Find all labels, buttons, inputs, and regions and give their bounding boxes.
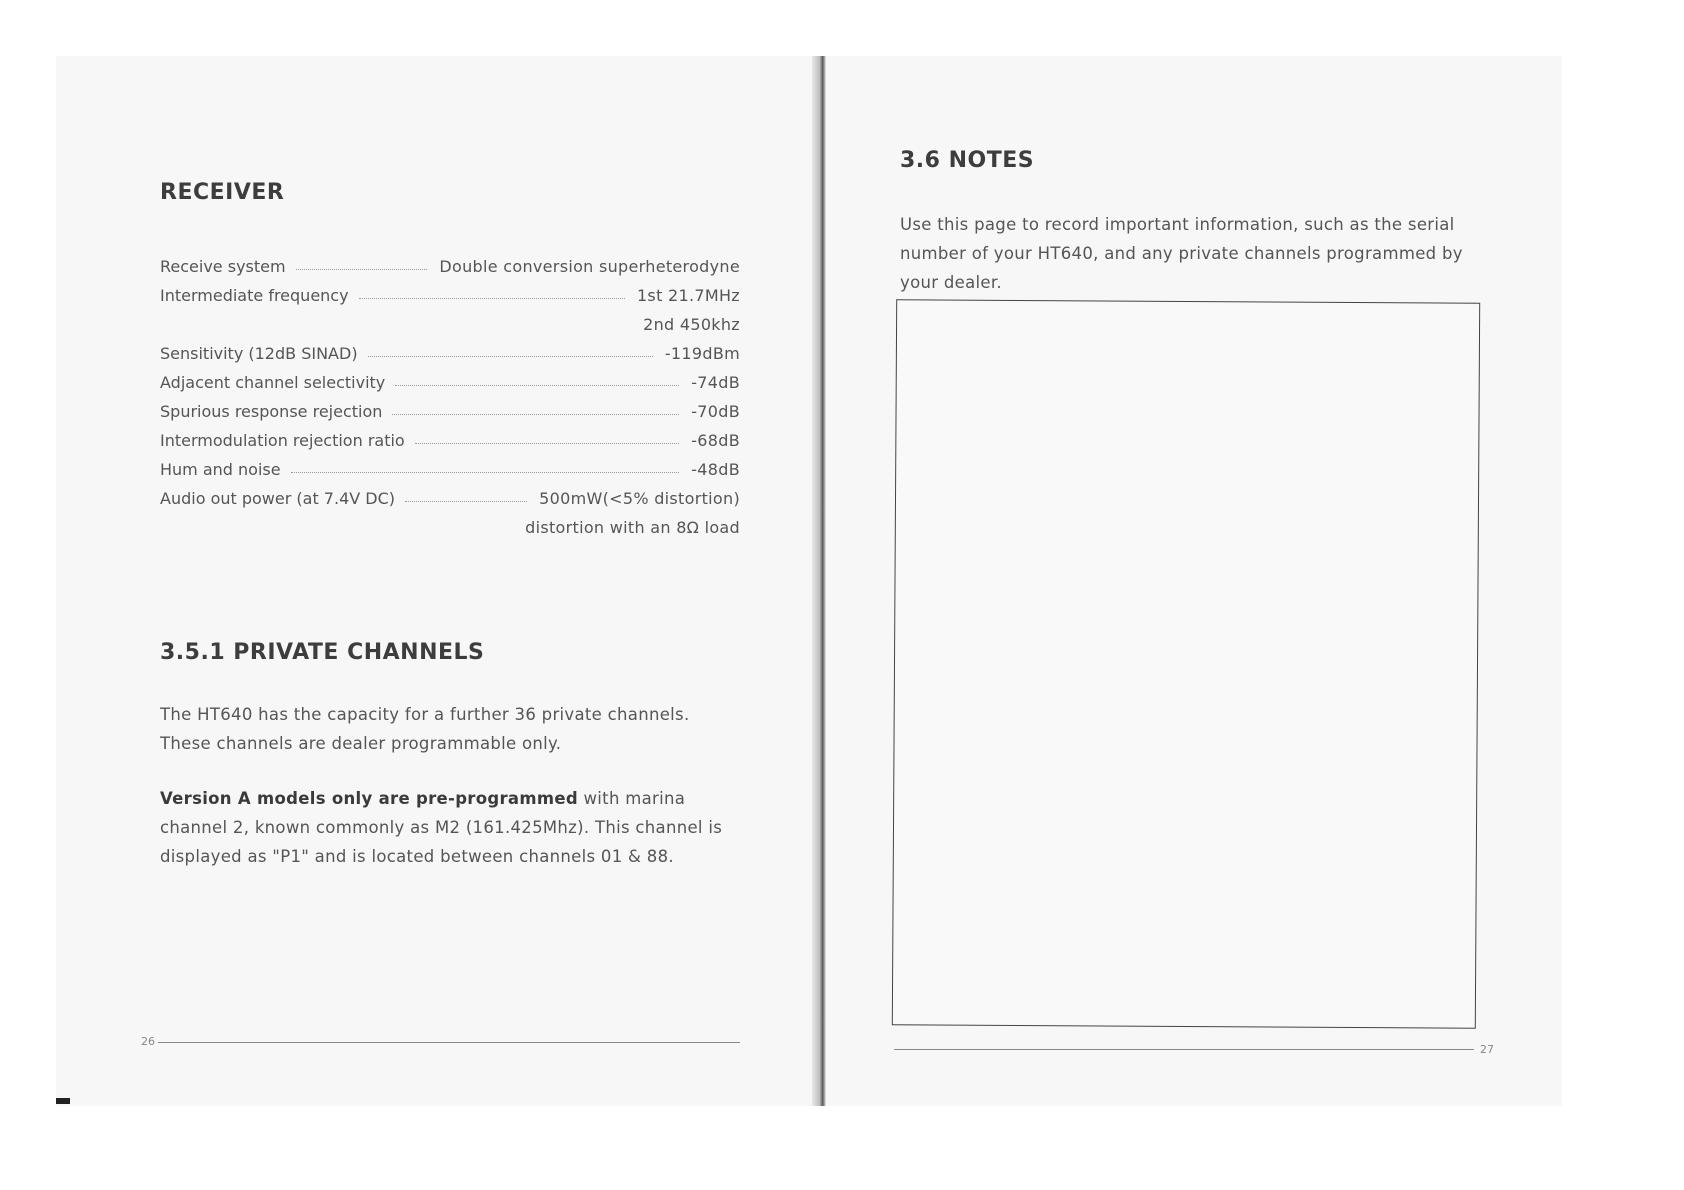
spec-label: Spurious response rejection bbox=[160, 402, 392, 421]
spec-value: -119dBm bbox=[659, 344, 740, 363]
spec-value: -74dB bbox=[685, 373, 740, 392]
notes-paragraph: Use this page to record important information, such as the serial number of your HT640, and any private channels programmed by your dealer. bbox=[900, 214, 1463, 292]
spec-value: -48dB bbox=[685, 460, 740, 479]
spec-value: Double conversion superheterodyne bbox=[433, 257, 740, 276]
spec-leader-dots bbox=[415, 442, 680, 444]
spec-label: Receive system bbox=[160, 257, 296, 276]
footer-rule bbox=[894, 1049, 1474, 1050]
spec-label: Adjacent channel selectivity bbox=[160, 373, 395, 392]
spec-value: distortion with an 8Ω load bbox=[519, 518, 740, 537]
spec-value: 2nd 450khz bbox=[637, 315, 740, 334]
receiver-spec-table bbox=[160, 252, 740, 542]
version-a-text: with marina channel 2, known commonly as M2 (161.425Mhz). This channel is displayed as "P1" and is located between channels 01 & 88. bbox=[160, 788, 723, 866]
spec-row bbox=[160, 426, 740, 455]
spec-value: 500mW(<5% distortion) bbox=[533, 489, 740, 508]
spec-row-continuation bbox=[160, 310, 740, 339]
spec-value: 1st 21.7MHz bbox=[631, 286, 740, 305]
spec-row bbox=[160, 397, 740, 426]
spec-leader-dots bbox=[368, 355, 653, 357]
version-a-bold-text: Version A models only are pre-programmed bbox=[160, 788, 578, 808]
spec-label: Hum and noise bbox=[160, 460, 291, 479]
spec-value: -70dB bbox=[685, 402, 740, 421]
scan-corner-mark bbox=[56, 1098, 70, 1104]
spec-row-continuation bbox=[160, 513, 740, 542]
spec-row bbox=[160, 339, 740, 368]
book-spine bbox=[812, 56, 826, 1106]
spec-label: Intermodulation rejection ratio bbox=[160, 431, 415, 450]
spec-label: Sensitivity (12dB SINAD) bbox=[160, 344, 368, 363]
receiver-heading: RECEIVER bbox=[160, 180, 285, 205]
version-a-paragraph bbox=[160, 784, 740, 871]
spec-row bbox=[160, 252, 740, 281]
spec-row bbox=[160, 281, 740, 310]
spec-label: Intermediate frequency bbox=[160, 286, 359, 305]
notes-writing-box[interactable] bbox=[892, 299, 1480, 1029]
footer-rule bbox=[158, 1042, 740, 1043]
spec-value: -68dB bbox=[685, 431, 740, 450]
left-page bbox=[56, 56, 824, 1106]
spec-leader-dots bbox=[392, 413, 679, 415]
spec-leader-dots bbox=[359, 297, 625, 299]
spec-leader-dots bbox=[296, 268, 428, 270]
spec-leader-dots bbox=[395, 384, 679, 386]
private-channels-heading: 3.5.1 PRIVATE CHANNELS bbox=[160, 640, 485, 665]
page-number: 26 bbox=[141, 1035, 155, 1048]
spec-leader-dots bbox=[405, 500, 527, 502]
spec-row bbox=[160, 484, 740, 513]
spec-row bbox=[160, 368, 740, 397]
private-channels-paragraph: The HT640 has the capacity for a further 36 private channels. These channels are dealer programmable only. bbox=[160, 704, 690, 753]
page-number: 27 bbox=[1480, 1043, 1494, 1056]
spec-leader-dots bbox=[291, 471, 680, 473]
notes-heading: 3.6 NOTES bbox=[900, 148, 1035, 173]
spec-row bbox=[160, 455, 740, 484]
spec-label: Audio out power (at 7.4V DC) bbox=[160, 489, 405, 508]
